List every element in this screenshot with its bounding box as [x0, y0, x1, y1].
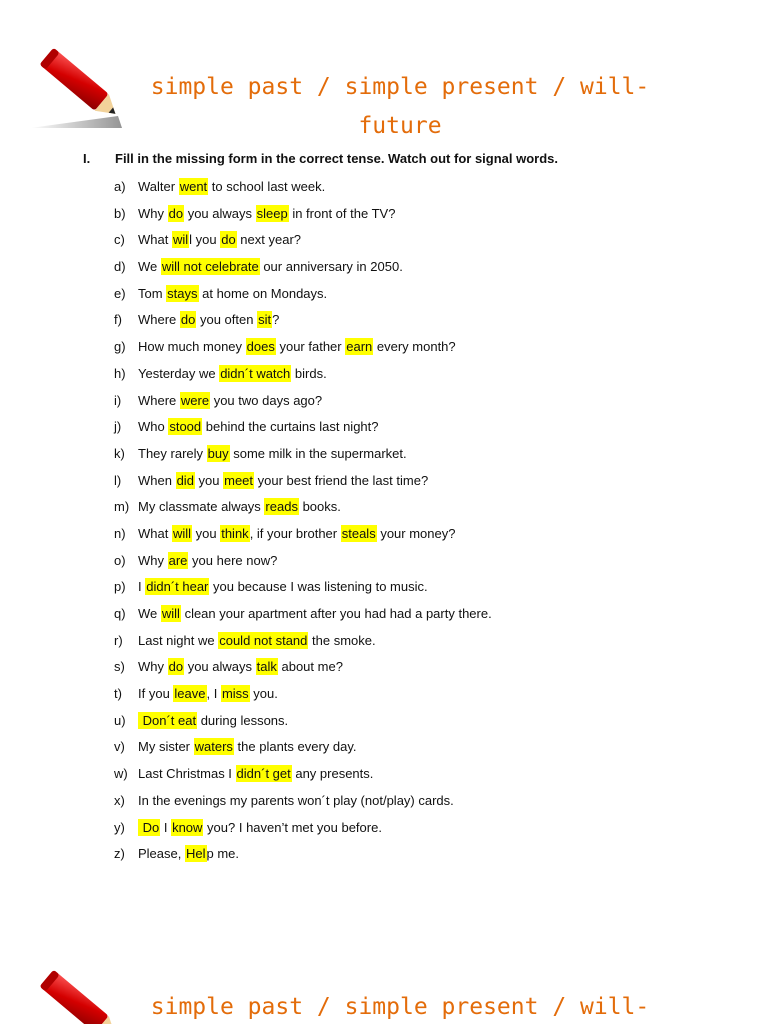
item-text: during lessons.	[197, 712, 289, 728]
item-text: My sister	[138, 739, 194, 755]
exercise-item	[114, 764, 492, 791]
item-text: In the evenings my parents won´t play (not/play) cards.	[138, 792, 454, 808]
item-text: next year?	[236, 232, 302, 248]
exercise-item	[114, 551, 492, 578]
exercise-item	[114, 737, 492, 764]
exercise-item	[114, 631, 492, 658]
instruction-text: Fill in the missing form in the correct tense. Watch out for signal words.	[115, 151, 559, 166]
item-text: you because I was listening to music.	[209, 579, 428, 595]
item-letter: n)	[114, 525, 126, 541]
exercise-item	[114, 577, 492, 604]
highlighted-answer: buy	[207, 445, 229, 461]
item-text: They rarely	[138, 445, 207, 461]
exercise-item	[114, 684, 492, 711]
item-letter: f)	[114, 312, 122, 328]
item-text: you two days ago?	[210, 392, 323, 408]
exercise-item	[114, 471, 492, 498]
item-letter: l)	[114, 472, 122, 488]
item-text: your best friend the last time?	[254, 472, 429, 488]
highlighted-answer: stood	[169, 419, 202, 435]
item-letter: e)	[114, 285, 126, 301]
exercise-item	[114, 604, 492, 631]
next-page-title	[140, 988, 660, 1027]
item-letter: y)	[114, 819, 125, 835]
item-letter: v)	[114, 739, 125, 755]
highlighted-answer: miss	[221, 686, 249, 702]
item-text: about me?	[277, 659, 343, 675]
item-text: Why	[138, 205, 168, 221]
highlighted-answer: went	[179, 179, 208, 194]
item-letter: d)	[114, 259, 126, 275]
item-letter: u)	[114, 712, 126, 728]
item-text: our anniversary in 2050.	[259, 259, 403, 275]
highlighted-answer: will	[172, 525, 192, 541]
highlighted-answer: didn´t get	[236, 766, 291, 782]
item-letter: o)	[114, 552, 126, 568]
highlighted-answer: will not celebrate	[161, 259, 259, 275]
highlighted-answer: earn	[346, 339, 373, 355]
highlighted-answer: were	[180, 392, 210, 408]
item-text: Tom	[138, 285, 167, 301]
exercise-item	[114, 177, 492, 204]
item-text: Who	[138, 419, 169, 435]
item-text: l you	[189, 232, 221, 248]
exercise-instruction	[83, 151, 558, 166]
exercise-item	[114, 417, 492, 444]
item-text: My classmate always	[138, 499, 265, 515]
exercise-item	[114, 791, 492, 818]
exercise-item	[114, 204, 492, 231]
item-text: I	[138, 579, 146, 595]
highlighted-answer: are	[168, 552, 188, 568]
highlighted-answer: will	[161, 606, 180, 621]
next-title-line-1: simple past / simple present / will-	[150, 994, 650, 1020]
item-text: any presents.	[291, 766, 374, 782]
item-text: What	[138, 232, 172, 248]
highlighted-answer: Hel	[185, 846, 206, 862]
item-text: , I	[206, 686, 221, 702]
exercise-item	[114, 497, 492, 524]
exercise-item	[114, 337, 492, 364]
item-text: Walter	[138, 179, 179, 194]
item-text: If you	[138, 686, 174, 702]
item-letter: c)	[114, 232, 125, 248]
item-text: your father	[275, 339, 346, 355]
exercise-item	[114, 844, 492, 871]
highlighted-answer: do	[168, 205, 184, 221]
title-line-2: future	[358, 113, 442, 139]
highlighted-answer: didn´t hear	[146, 579, 209, 595]
highlighted-answer: reads	[265, 499, 298, 515]
exercise-item	[114, 284, 492, 311]
item-text: the smoke.	[308, 632, 376, 648]
item-text: your money?	[376, 525, 456, 541]
item-letter: j)	[114, 419, 122, 435]
item-text: We	[138, 259, 161, 275]
item-letter: g)	[114, 339, 126, 355]
highlighted-answer: do	[180, 312, 196, 328]
highlighted-answer: leave	[174, 686, 206, 702]
item-letter: t)	[114, 686, 122, 702]
item-text: you often	[196, 312, 258, 328]
item-text: What	[138, 525, 172, 541]
item-letter: r)	[114, 632, 123, 648]
exercise-item	[114, 364, 492, 391]
exercise-item	[114, 444, 492, 471]
exercise-item	[114, 257, 492, 284]
title-line-1: simple past / simple present / will-	[150, 74, 650, 100]
highlighted-answer: meet	[224, 472, 254, 488]
item-letter: b)	[114, 205, 126, 221]
item-text: you always	[184, 659, 256, 675]
exercise-item	[114, 230, 492, 257]
item-letter: i)	[114, 392, 122, 408]
item-text: I	[160, 819, 172, 835]
item-text: p me.	[206, 846, 240, 862]
item-text: , if your brother	[249, 525, 341, 541]
highlighted-answer: waters	[194, 739, 233, 755]
item-text: Why	[138, 659, 168, 675]
exercise-item	[114, 711, 492, 738]
item-letter: z)	[114, 846, 125, 862]
highlighted-answer: could not stand	[219, 632, 308, 648]
highlighted-answer: sit	[258, 312, 272, 328]
item-text: you? I haven’t met you before.	[203, 819, 382, 835]
item-text: Last Christmas I	[138, 766, 236, 782]
item-text: Yesterday we	[138, 365, 220, 381]
item-letter: p)	[114, 579, 126, 595]
item-text: to school last week.	[208, 179, 326, 194]
highlighted-answer: does	[246, 339, 275, 355]
item-text: books.	[298, 499, 341, 515]
item-text: every month?	[373, 339, 456, 355]
item-text: ?	[272, 312, 280, 328]
item-text: Last night we	[138, 632, 219, 648]
item-text: the plants every day.	[233, 739, 357, 755]
exercise-item	[114, 657, 492, 684]
exercise-item	[114, 818, 492, 845]
highlighted-answer: think	[221, 525, 249, 541]
highlighted-answer: steals	[341, 525, 376, 541]
item-text: you here now?	[188, 552, 278, 568]
item-text: We	[138, 606, 161, 621]
item-text: Where	[138, 312, 180, 328]
highlighted-answer: do	[168, 659, 184, 675]
item-text: Where	[138, 392, 180, 408]
item-text: Why	[138, 552, 168, 568]
exercise-item	[114, 391, 492, 418]
item-letter: k)	[114, 445, 125, 461]
highlighted-answer: Don´t eat	[139, 712, 197, 728]
exercise-item	[114, 310, 492, 337]
item-letter: a)	[114, 179, 126, 194]
item-text: behind the curtains last night?	[202, 419, 379, 435]
item-text: birds.	[291, 365, 327, 381]
highlighted-answer: Do	[139, 819, 160, 835]
highlighted-answer: wil	[172, 232, 189, 248]
item-text: clean your apartment after you had had a party there.	[180, 606, 492, 621]
red-pencil-icon	[26, 40, 136, 135]
item-text: some milk in the supermarket.	[229, 445, 407, 461]
item-text: Please,	[138, 846, 185, 862]
item-text: at home on Mondays.	[198, 285, 328, 301]
exercise-item	[114, 524, 492, 551]
item-letter: q)	[114, 606, 126, 621]
red-pencil-icon	[26, 962, 136, 1024]
worksheet-title	[140, 68, 660, 146]
item-letter: x)	[114, 792, 125, 808]
highlighted-answer: know	[172, 819, 203, 835]
highlighted-answer: didn´t watch	[220, 365, 291, 381]
highlighted-answer: stays	[167, 285, 198, 301]
item-text: How much money	[138, 339, 246, 355]
exercise-list	[114, 177, 492, 871]
highlighted-answer: did	[176, 472, 194, 488]
item-text: in front of the TV?	[288, 205, 396, 221]
item-text: When	[138, 472, 176, 488]
exercise-number: I.	[83, 151, 91, 166]
item-text: you.	[249, 686, 278, 702]
item-text: you always	[184, 205, 256, 221]
highlighted-answer: sleep	[256, 205, 288, 221]
item-letter: h)	[114, 365, 126, 381]
highlighted-answer: talk	[256, 659, 277, 675]
highlighted-answer: do	[221, 232, 236, 248]
item-letter: m)	[114, 499, 130, 515]
item-text: you	[194, 472, 224, 488]
item-text: you	[192, 525, 221, 541]
item-letter: s)	[114, 659, 125, 675]
item-letter: w)	[114, 766, 128, 782]
